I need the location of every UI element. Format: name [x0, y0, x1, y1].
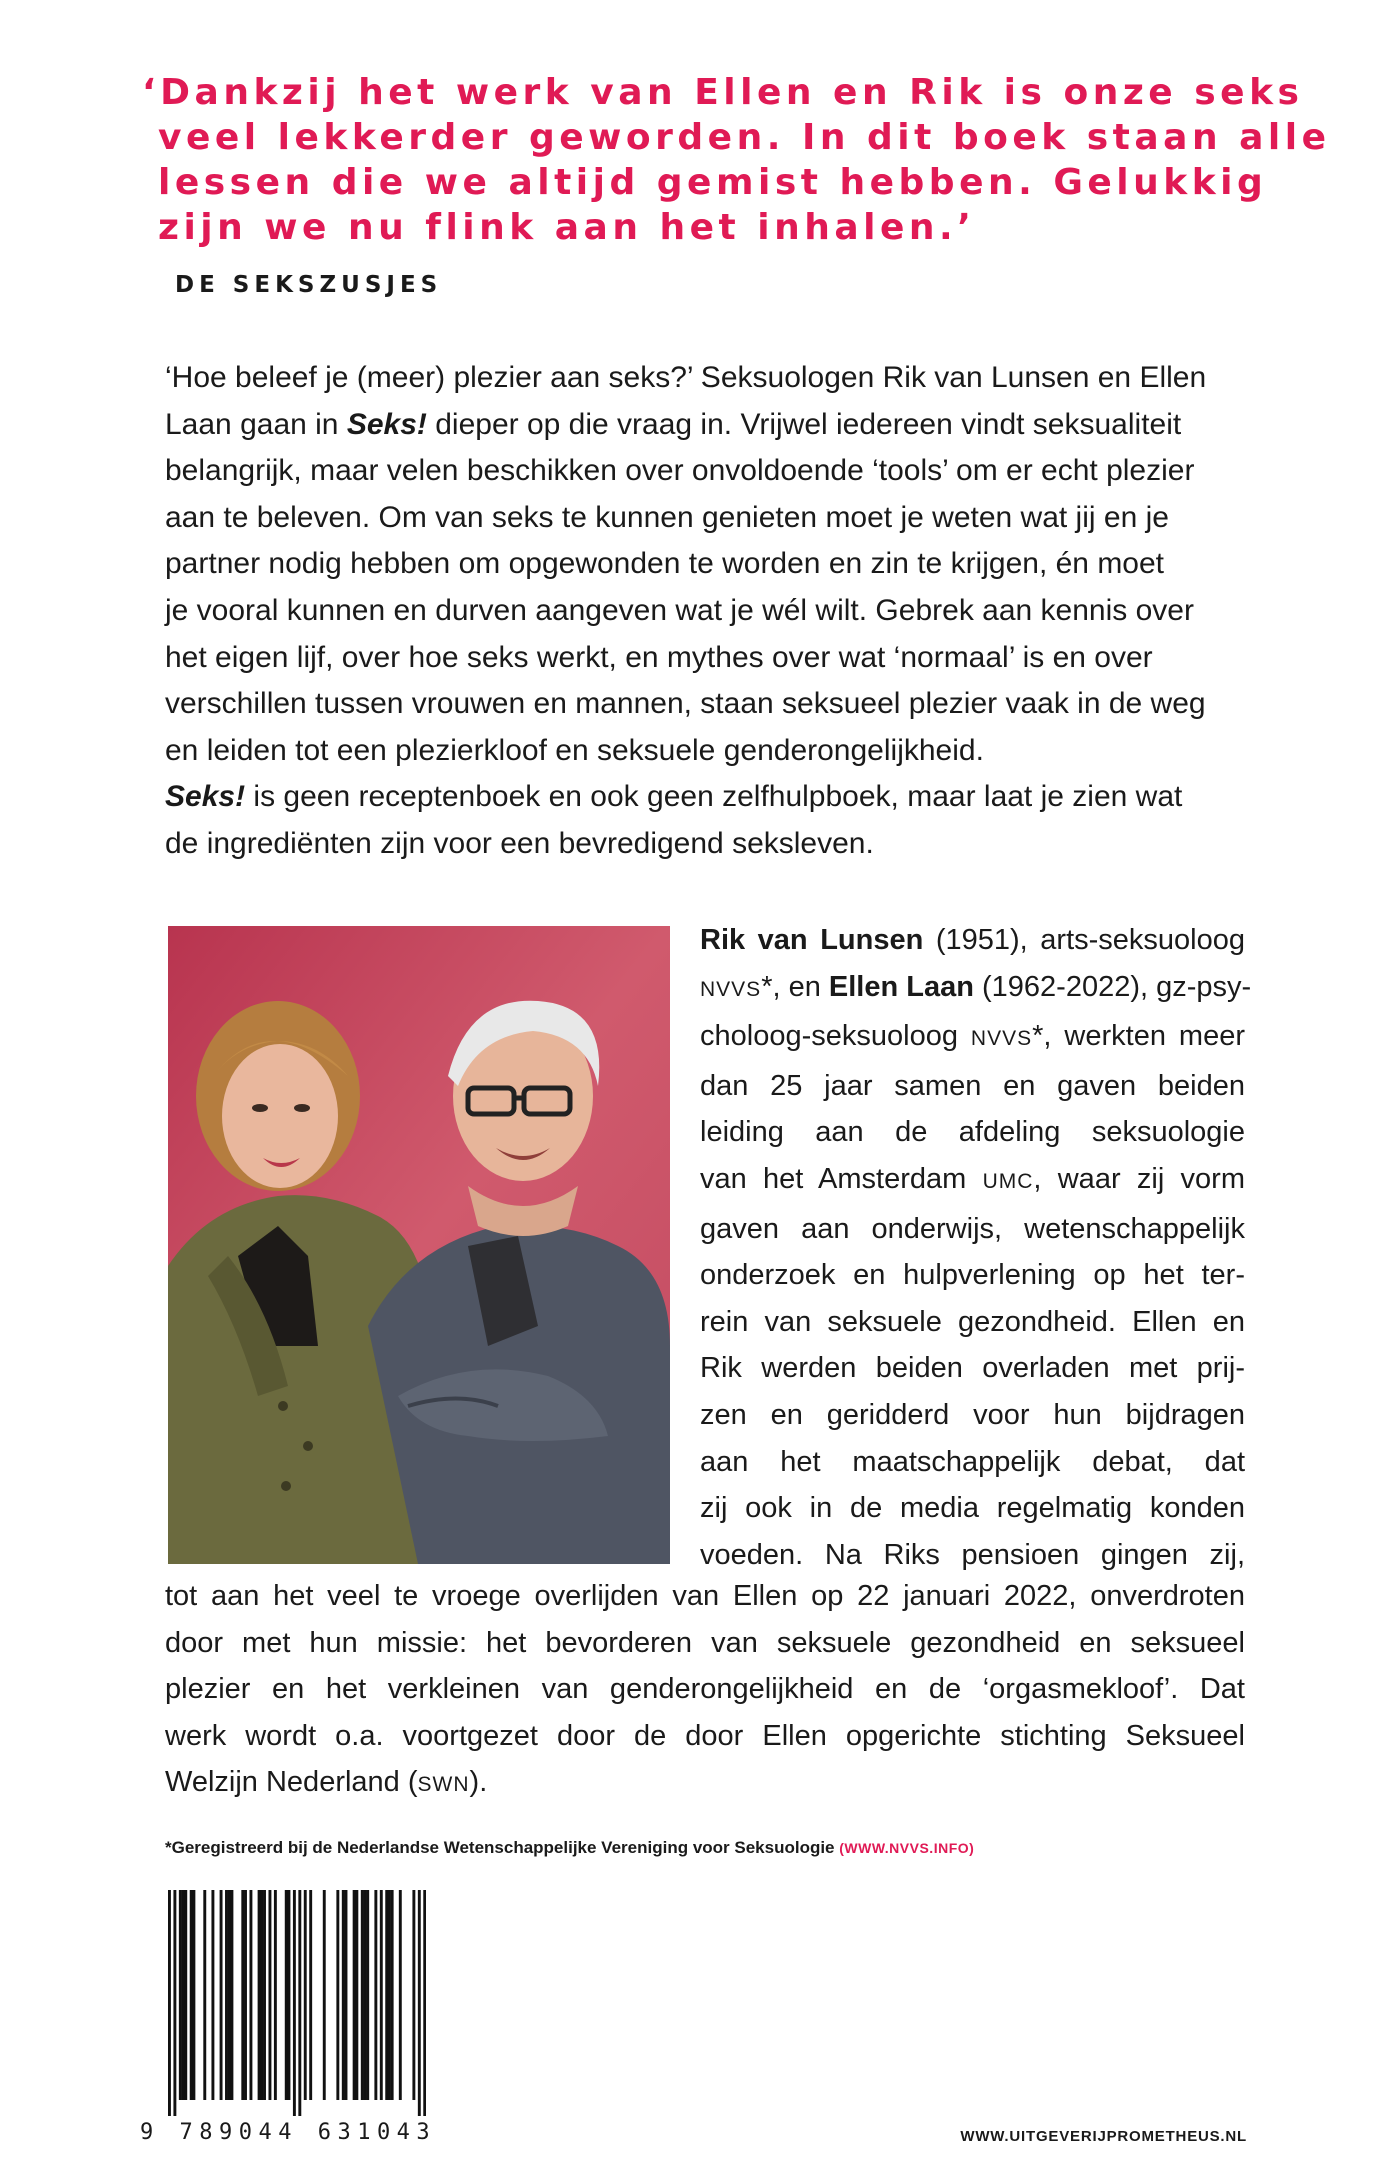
blurb-line: je vooral kunnen en durven aangeven wat je wél wilt. Gebrek aan kennis over — [165, 593, 1194, 627]
blurb-line: aan te beleven. Om van seks te kunnen genieten moet je weten wat jij en je — [165, 500, 1169, 534]
bio-line — [700, 1156, 1245, 1206]
book-title-inline: Seks! — [346, 407, 427, 441]
barcode-bar — [244, 1890, 247, 2100]
barcode-bar — [336, 1890, 339, 2100]
barcode-bar — [203, 1890, 206, 2100]
quote-line: ‘Dankzij het werk van Ellen en Rik is onze seks — [142, 72, 1304, 113]
blurb-text: is geen receptenboek en ook geen zelfhulpboek, maar laat je zien wat — [245, 780, 1183, 814]
barcode-bar — [268, 1890, 271, 2100]
isbn-barcode — [168, 1890, 426, 2116]
barcode-bar — [287, 1890, 290, 2100]
author-photo — [168, 926, 670, 1564]
bio-text: choloog-seksuoloog — [700, 1020, 971, 1053]
bio-text: van het Amsterdam — [700, 1162, 983, 1195]
blurb-line — [165, 402, 1245, 449]
barcode-bar — [173, 1890, 176, 2116]
bio-line: gaven aan onderwijs, wetenschappelijk — [700, 1212, 1245, 1245]
bio-line: door met hun missie: het bevorderen van seksuele gezondheid en seksueel — [165, 1626, 1245, 1659]
quote-line: lessen die we altijd gemist hebben. Gelukkig — [158, 162, 1268, 203]
barcode-bar — [412, 1890, 415, 2100]
barcode-bar — [304, 1890, 307, 2100]
bio-text: *, werkten meer — [1032, 1020, 1245, 1053]
barcode-bar — [228, 1890, 231, 2100]
barcode-bar — [353, 1890, 356, 2100]
pull-quote — [142, 70, 1331, 250]
barcode-bar — [211, 1890, 214, 2100]
bio-line: zij ook in de media regelmatig konden — [700, 1492, 1245, 1525]
barcode-bar — [285, 1890, 288, 2100]
barcode-bar — [355, 1890, 358, 2100]
barcode-bar — [220, 1890, 223, 2100]
barcode-bar — [374, 1890, 377, 2100]
quote-attribution: DE SEKSZUSJES — [175, 272, 443, 298]
blurb-line: belangrijk, maar velen beschikken over onvoldoende ‘tools’ om er echt plezier — [165, 454, 1195, 488]
barcode-bar — [179, 1890, 182, 2100]
bio-line: leiding aan de afdeling seksuologie — [700, 1116, 1245, 1149]
blurb-line: de ingrediënten zijn voor een bevredigend seksleven. — [165, 826, 874, 860]
blurb-text: dieper op die vraag in. Vrijwel iedereen vindt seksualiteit — [426, 407, 1182, 441]
bio-text: ). — [469, 1766, 488, 1799]
barcode-bar — [399, 1890, 402, 2100]
barcode-bar — [298, 1890, 301, 2116]
bio-line: werk wordt o.a. voortgezet door de door Ellen opgerichte stichting Seksueel — [165, 1719, 1245, 1752]
barcode-bar — [342, 1890, 345, 2100]
author-name: Ellen Laan — [828, 970, 974, 1003]
barcode-bar — [366, 1890, 369, 2100]
barcode-bar — [418, 1890, 421, 2116]
barcode-bar — [225, 1890, 228, 2100]
bio-line: aan het maatschappelijk debat, dat — [700, 1445, 1245, 1478]
barcode-bar — [263, 1890, 266, 2100]
blurb-text: Laan gaan in — [165, 407, 347, 441]
bio-text: , waar zij vorm — [1033, 1162, 1245, 1195]
abbreviation: UMC — [982, 1169, 1034, 1193]
quote-line: veel lekkerder geworden. In dit boek staan alle — [158, 117, 1331, 158]
bio-line: dan 25 jaar samen en gaven beiden — [700, 1069, 1245, 1102]
author-bio — [700, 917, 1252, 1578]
book-title-inline: Seks! — [165, 780, 246, 814]
barcode-bar — [190, 1890, 193, 2100]
book-blurb — [165, 355, 1245, 868]
author-bio-continued — [165, 1573, 1245, 1809]
barcode-bar — [230, 1890, 233, 2100]
abbreviation: NVVS — [970, 1027, 1033, 1051]
publisher-website: WWW.UITGEVERIJPROMETHEUS.NL — [960, 2128, 1247, 2145]
bio-line — [165, 1759, 1245, 1809]
isbn-number: 9 789044 631043 — [140, 2120, 437, 2145]
bio-line — [700, 964, 1252, 1014]
author-name: Rik van Lunsen — [700, 924, 924, 956]
bio-line: tot aan het veel te vroege overlijden van Ellen op 22 januari 2022, onverdroten — [165, 1580, 1245, 1612]
barcode-bar — [391, 1890, 394, 2100]
bio-line — [700, 917, 1245, 964]
bio-line — [700, 1013, 1245, 1063]
blurb-line: het eigen lijf, over hoe seks werkt, en mythes over wat ‘normaal’ is en over — [165, 640, 1153, 674]
barcode-bar — [385, 1890, 388, 2100]
footnote-text: *Geregistreerd bij de Nederlandse Wetenschappelijke Vereniging voor Seksuologie — [165, 1838, 835, 1857]
barcode-bar — [241, 1890, 244, 2100]
bio-text: Welzijn Nederland ( — [165, 1766, 418, 1799]
barcode-bar — [323, 1890, 326, 2100]
blurb-line: verschillen tussen vrouwen en mannen, staan seksueel plezier vaak in de weg — [165, 687, 1206, 721]
blurb-line: ‘Hoe beleef je (meer) plezier aan seks?’ Seksuologen Rik van Lunsen en Ellen — [165, 361, 1207, 394]
quote-line: zijn we nu flink aan het inhalen.’ — [158, 207, 976, 248]
bio-line: onderzoek en hulpverlening op het ter- — [700, 1259, 1245, 1292]
barcode-bar — [192, 1890, 195, 2100]
footnote-url: (WWW.NVVS.INFO) — [839, 1840, 975, 1856]
barcode-bar — [380, 1890, 383, 2100]
bio-line: voeden. Na Riks pensioen gingen zij, — [700, 1538, 1245, 1571]
author-photo-illustration — [168, 926, 670, 1564]
barcode-bar — [274, 1890, 277, 2100]
barcode-bar — [345, 1890, 348, 2100]
bio-line: Rik werden beiden overladen met prij- — [700, 1352, 1245, 1385]
bio-line: plezier en het verkleinen van genderongelijkheid en de ‘orgasmekloof’. Dat — [165, 1673, 1245, 1706]
blurb-line: partner nodig hebben om opgewonden te worden en zin te krijgen, én moet — [165, 547, 1165, 581]
blurb-line — [165, 774, 1245, 821]
footnote — [165, 1838, 974, 1858]
bio-text: (1951), arts-seksuoloog — [923, 924, 1246, 956]
bio-text: (1962-2022), gz-psy- — [973, 970, 1252, 1003]
barcode-bar — [388, 1890, 391, 2100]
barcode-bar — [423, 1890, 426, 2116]
barcode-bar — [293, 1890, 296, 2116]
barcode-bar — [364, 1890, 367, 2100]
barcode-bar — [249, 1890, 252, 2100]
barcode-bar — [260, 1890, 263, 2100]
barcode-bar — [258, 1890, 261, 2100]
barcode-bar — [182, 1890, 185, 2100]
barcode-bar — [361, 1890, 364, 2100]
barcode-bar — [184, 1890, 187, 2100]
bio-line: zen en geridderd voor hun bijdragen — [700, 1398, 1245, 1431]
barcode-bar — [309, 1890, 312, 2100]
bio-text: *, en — [761, 970, 829, 1003]
abbreviation: SWN — [417, 1773, 470, 1797]
barcode-bar — [168, 1890, 171, 2116]
bio-line: rein van seksuele gezondheid. Ellen en — [700, 1305, 1245, 1338]
blurb-line: en leiden tot een plezierkloof en seksuele genderongelijkheid. — [165, 733, 984, 767]
abbreviation: NVVS — [700, 977, 762, 1001]
